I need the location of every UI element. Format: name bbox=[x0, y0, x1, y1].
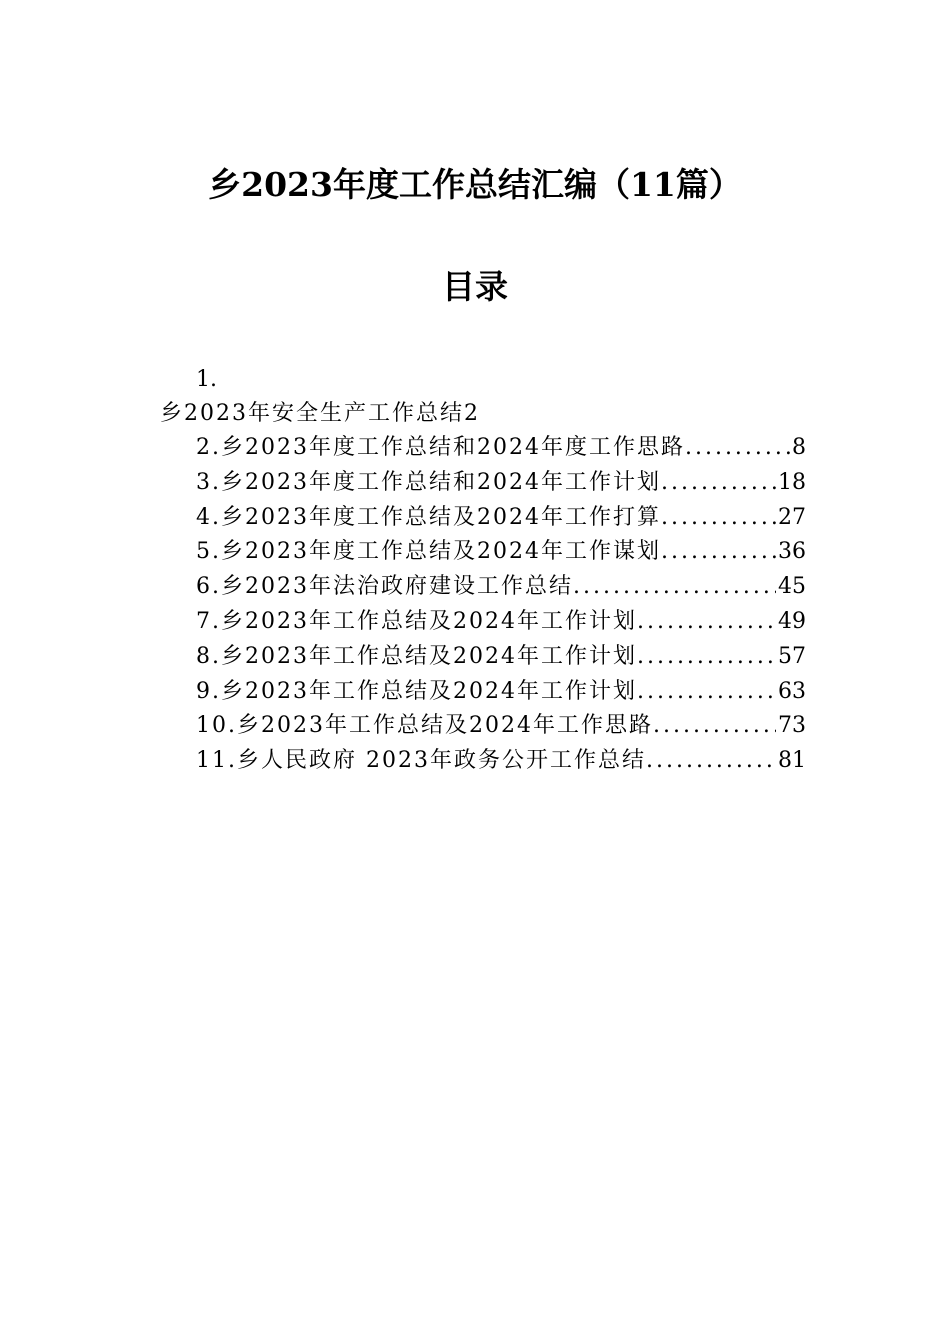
toc-entry-title: 11.乡人民政府 2023年政务公开工作总结 bbox=[196, 748, 646, 774]
toc-entry-page: 63 bbox=[778, 678, 806, 704]
toc-dot-leader bbox=[661, 501, 776, 536]
toc-entry-page: 49 bbox=[778, 608, 806, 634]
toc-entry-7[interactable] bbox=[196, 605, 806, 640]
toc-entry-11[interactable] bbox=[196, 744, 806, 779]
toc-entry-1-number: 1. bbox=[196, 367, 217, 392]
toc-entry-3[interactable] bbox=[196, 466, 806, 501]
toc-entry-title: 6.乡2023年法治政府建设工作总结 bbox=[196, 574, 573, 600]
toc-dot-leader bbox=[685, 431, 790, 466]
toc-dot-leader bbox=[573, 570, 776, 605]
toc-entry-page: 18 bbox=[778, 469, 806, 495]
toc-entry-10[interactable] bbox=[196, 709, 806, 744]
toc-entry-4[interactable] bbox=[196, 501, 806, 536]
toc-entry-title: 4.乡2023年度工作总结及2024年工作打算 bbox=[196, 504, 661, 530]
toc-entry-9[interactable] bbox=[196, 675, 806, 710]
toc-entry-5[interactable] bbox=[196, 535, 806, 570]
toc-entry-6[interactable] bbox=[196, 570, 806, 605]
toc-entry-page: 57 bbox=[778, 643, 806, 669]
toc-dot-leader bbox=[637, 640, 776, 675]
toc-entry-title: 2.乡2023年度工作总结和2024年度工作思路 bbox=[196, 435, 685, 460]
toc-entry-1[interactable] bbox=[160, 399, 480, 429]
toc-dot-leader bbox=[637, 675, 776, 710]
toc-dot-leader bbox=[637, 605, 776, 640]
toc-entry-8[interactable] bbox=[196, 640, 806, 675]
toc-entry-page: 81 bbox=[778, 748, 806, 774]
toc-entry-page: 8 bbox=[792, 435, 806, 460]
toc-dot-leader bbox=[646, 744, 776, 779]
toc-dot-leader bbox=[653, 709, 776, 744]
toc-entry-page: 45 bbox=[778, 574, 806, 600]
toc-entry-title: 5.乡2023年度工作总结及2024年工作谋划 bbox=[196, 539, 661, 565]
toc-entry-page: 36 bbox=[778, 539, 806, 565]
toc-entry-2[interactable] bbox=[196, 431, 806, 466]
toc-entry-title: 8.乡2023年工作总结及2024年工作计划 bbox=[196, 643, 637, 669]
toc-dot-leader bbox=[661, 466, 776, 501]
toc-entry-title: 3.乡2023年度工作总结和2024年工作计划 bbox=[196, 469, 661, 495]
toc-entry-page: 27 bbox=[778, 504, 806, 530]
toc-entry-1-page: 2 bbox=[464, 401, 480, 426]
toc-entry-title: 10.乡2023年工作总结及2024年工作思路 bbox=[196, 713, 653, 739]
toc-entry-1-title: 乡2023年安全生产工作总结 bbox=[160, 401, 464, 426]
toc-entry-title: 9.乡2023年工作总结及2024年工作计划 bbox=[196, 678, 637, 704]
document-title: 乡2023年度工作总结汇编（11篇） bbox=[208, 165, 742, 204]
toc-heading: 目录 bbox=[442, 267, 508, 306]
toc-entry-title: 7.乡2023年工作总结及2024年工作计划 bbox=[196, 608, 637, 634]
toc-entry-page: 73 bbox=[778, 713, 806, 739]
toc-list bbox=[196, 431, 806, 779]
toc-dot-leader bbox=[661, 535, 776, 570]
